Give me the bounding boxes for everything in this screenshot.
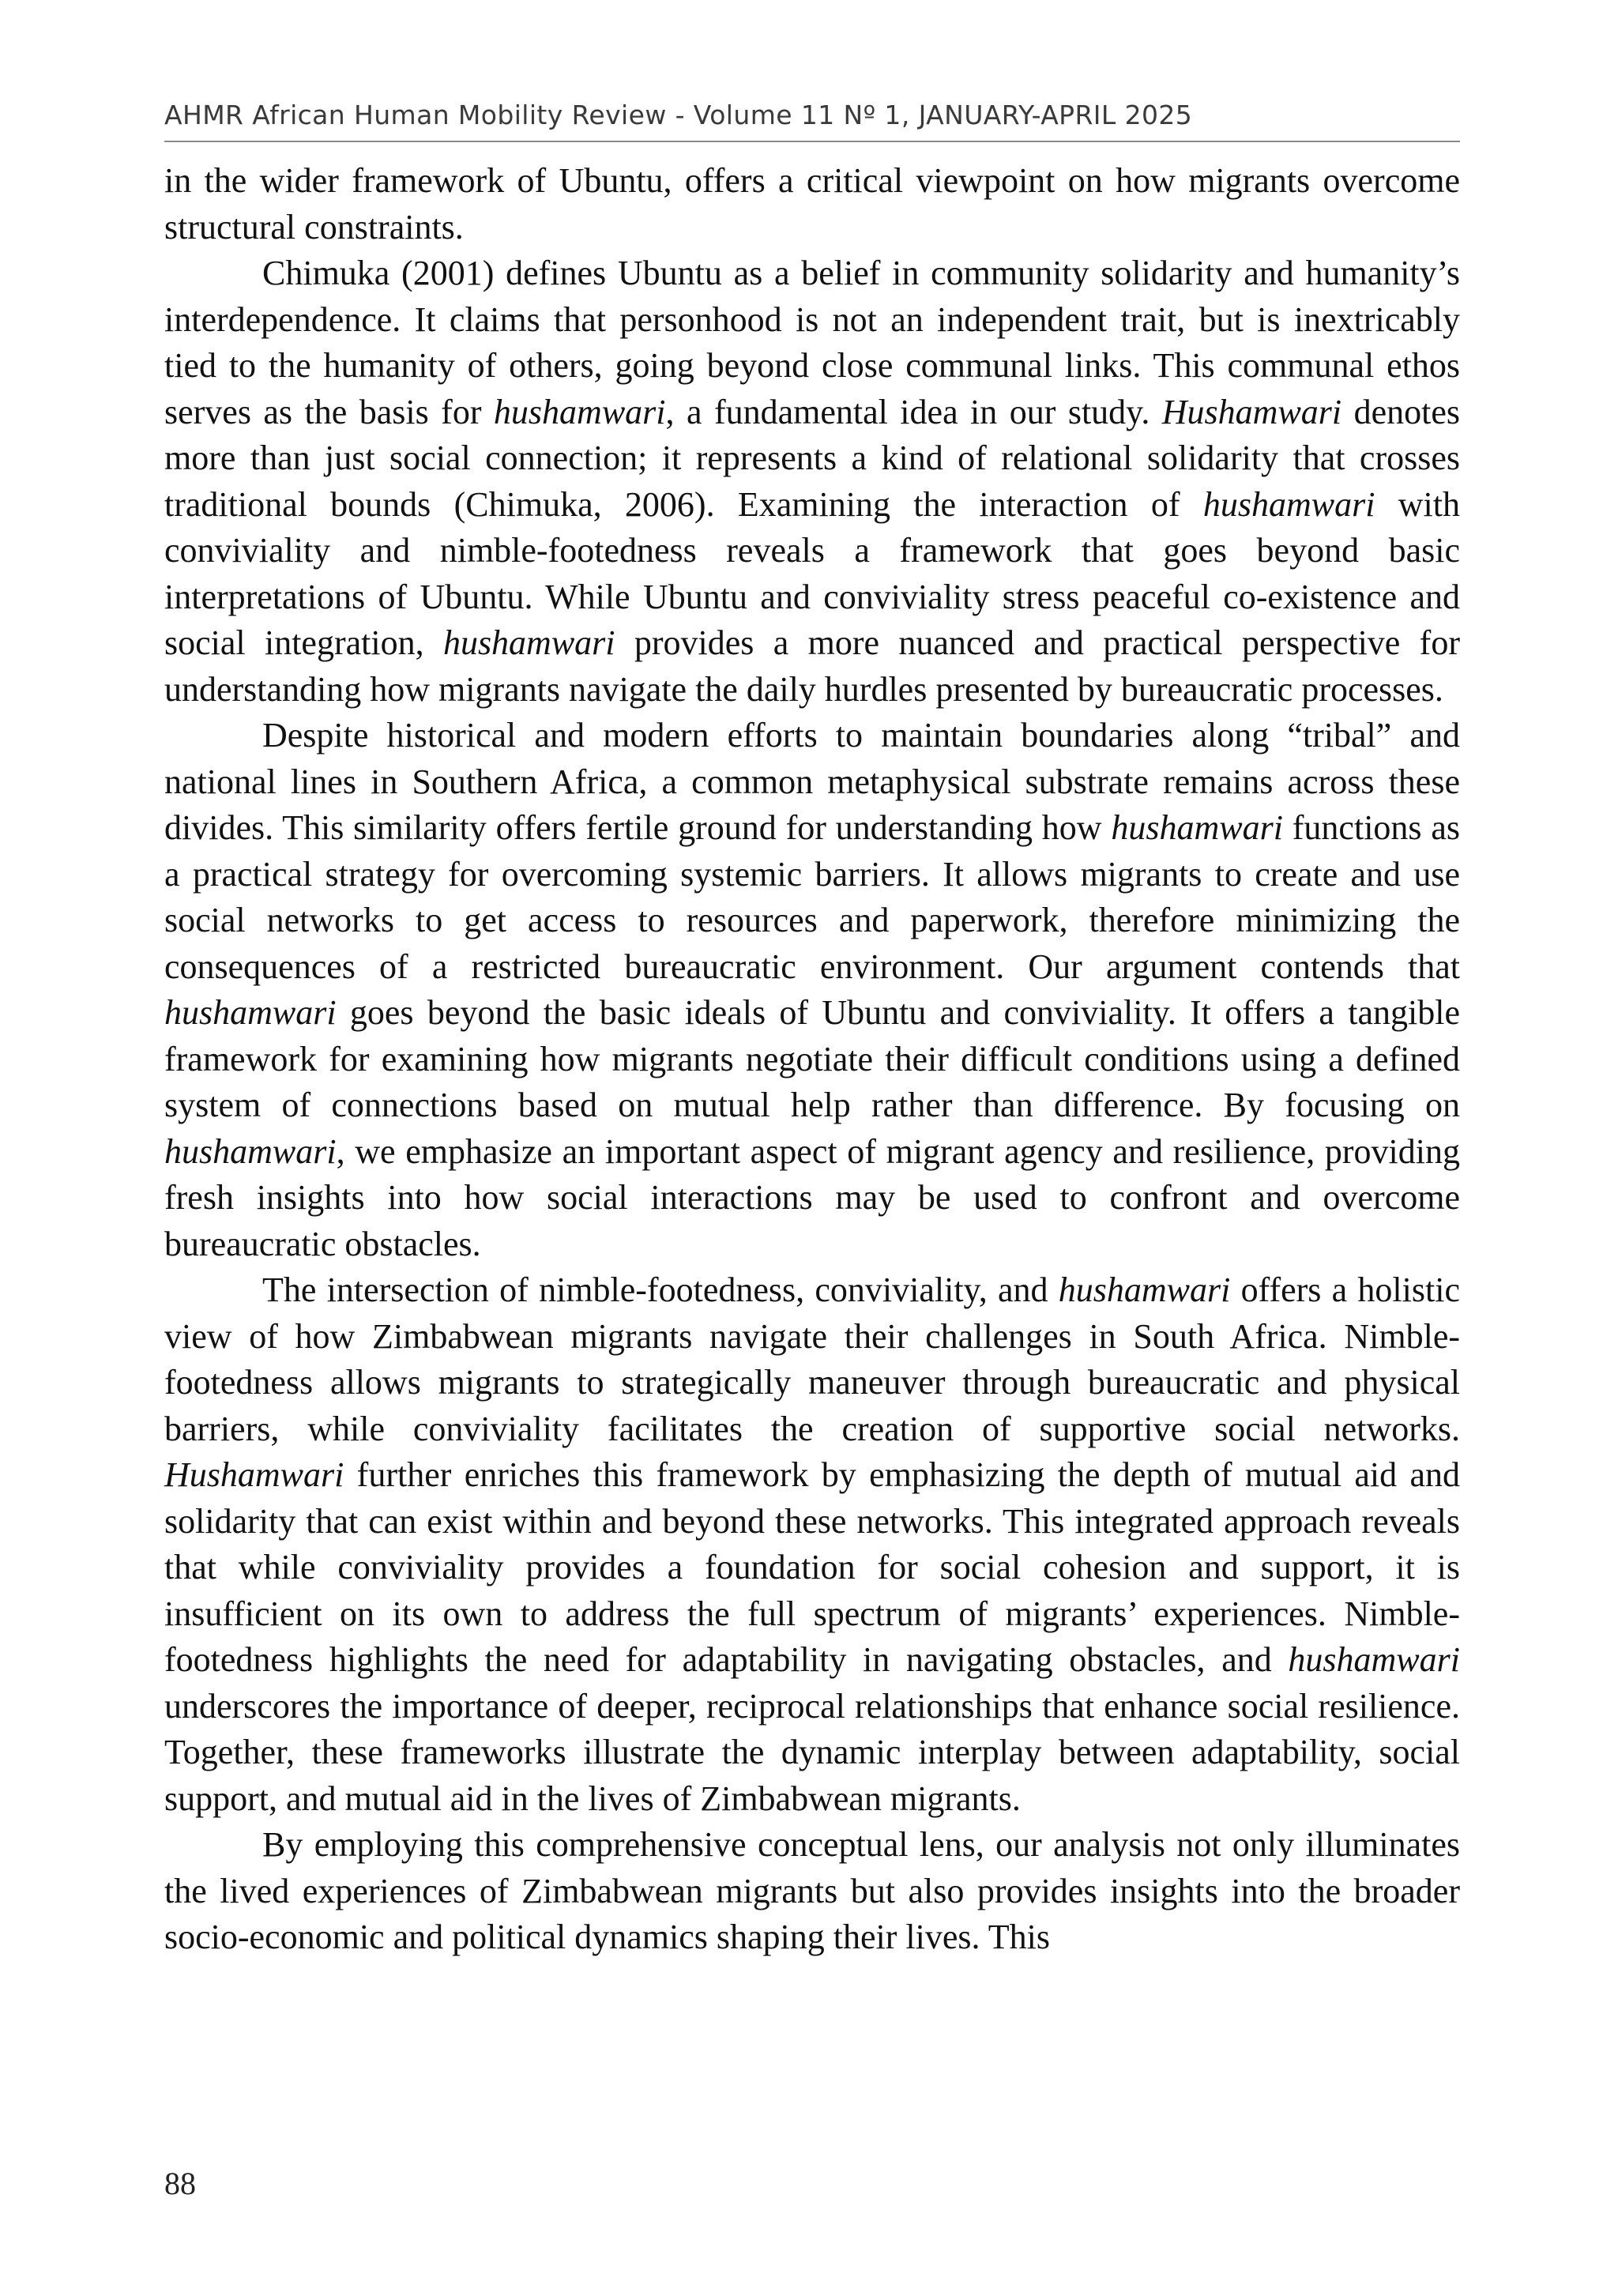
- text-segment: By employing this comprehensive conceptual lens, our analysis not only illuminates the lived experiences of Zimbabwean migrants but also provides insights into the broader socio-economic and political dynamics shaping their lives. This: [164, 1825, 1460, 1956]
- text-segment: functions as a practical strategy for overcoming systemic barriers. It allows migrants to create and use social networks to get access to resources and paperwork, therefore minimizing the consequences of a restricted bureaucratic environment. Our argument contends that: [164, 808, 1460, 986]
- italic-term: hushamwari: [164, 993, 337, 1032]
- text-segment: Chimuka (2001) defines Ubuntu as a belief in community solidarity and humanity’s interdependence. It claims that personhood is not an independent trait, but is inextricably tied to the humanity of others, going beyond close communal links. This communal ethos serves as the basis for: [164, 254, 1460, 431]
- text-segment: further enriches this framework by emphasizing the depth of mutual aid and solidarity that can exist within and beyond these networks. This integrated approach reveals that while conviviality provides a foundation for social cohesion and support, it is insufficient on its own to address the full spectrum of migrants’ experiences. Nimble-footedness highlights the need for adaptability in navigating obstacles, and: [164, 1455, 1460, 1679]
- running-header: AHMR African Human Mobility Review - Volume 11 Nº 1, JANUARY-APRIL 2025: [164, 100, 1193, 130]
- text-segment: denotes more than just social connection; it represents a kind of relational solidarity that crosses traditional bounds (Chimuka, 2006). Examining the interaction of: [164, 392, 1460, 524]
- italic-term: hushamwari: [1288, 1640, 1460, 1679]
- page-number: 88: [164, 2166, 196, 2201]
- paragraph-intersection: [164, 1267, 1460, 1822]
- paragraph-conceptual-lens: [164, 1822, 1460, 1961]
- paragraph-continuation: [164, 158, 1460, 250]
- paragraph-ubuntu-definition: [164, 250, 1460, 713]
- italic-term: hushamwari: [1111, 808, 1283, 847]
- header-divider: [164, 141, 1460, 142]
- italic-term: hushamwari: [1058, 1270, 1231, 1309]
- text-segment: with conviviality and nimble-footedness reveals a framework that goes beyond basic interpretations of Ubuntu. While Ubuntu and conviviality stress peaceful co-existence and social integration,: [164, 484, 1460, 662]
- article-body: [164, 158, 1460, 1961]
- text-segment: , we emphasize an important aspect of migrant agency and resilience, providing fresh insights into how social interactions may be used to confront and overcome bureaucratic obstacles.: [164, 1131, 1460, 1263]
- italic-term: hushamwari: [493, 392, 666, 431]
- italic-term: hushamwari: [442, 623, 615, 662]
- italic-term: Hushamwari: [1161, 392, 1342, 431]
- italic-term: hushamwari: [1202, 484, 1375, 524]
- text-segment: goes beyond the basic ideals of Ubuntu and conviviality. It offers a tangible framework for examining how migrants negotiate their difficult conditions using a defined system of connections based on mutual help rather than difference. By focusing on: [164, 993, 1460, 1124]
- text-segment: Despite historical and modern efforts to maintain boundaries along “tribal” and national lines in Southern Africa, a common metaphysical substrate remains across these divides. This similarity offers fertile ground for understanding how: [164, 716, 1460, 847]
- italic-term: Hushamwari: [164, 1455, 344, 1494]
- text-segment: provides a more nuanced and practical perspective for understanding how migrants navigate the daily hurdles presented by bureaucratic processes.: [164, 623, 1460, 709]
- text-segment: , a fundamental idea in our study.: [665, 392, 1162, 431]
- text-segment: underscores the importance of deeper, reciprocal relationships that enhance social resilience. Together, these frameworks illustrate the dynamic interplay between adaptability, social support, and mutual aid in the lives of Zimbabwean migrants.: [164, 1686, 1460, 1818]
- text-segment: The intersection of nimble-footedness, conviviality, and: [262, 1270, 1059, 1309]
- text-segment: offers a holistic view of how Zimbabwean migrants navigate their challenges in South Africa. Nimble-footedness allows migrants to strategically maneuver through bureaucratic and physical barriers, while conviviality facilitates the creation of supportive social networks.: [164, 1270, 1460, 1448]
- paragraph-boundaries: [164, 713, 1460, 1267]
- text-segment: in the wider framework of Ubuntu, offers a critical viewpoint on how migrants overcome structural constraints.: [164, 161, 1460, 247]
- italic-term: hushamwari: [164, 1131, 337, 1171]
